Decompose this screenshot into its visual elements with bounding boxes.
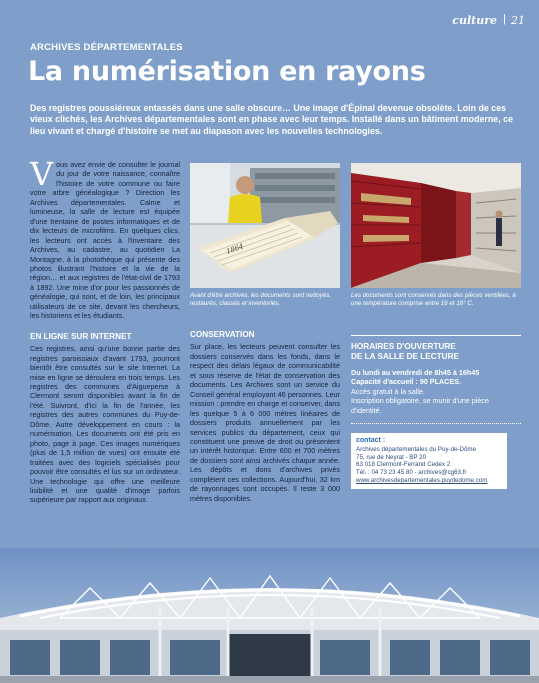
hours-registration: Inscription obligatoire, se munir d'une pièce d'identité. bbox=[351, 396, 490, 415]
online-paragraph: Ces registres, ainsi qu'une bonne partie des registres paroissiaux d'avant 1793, pourront bientôt être consultés sur le site Internet. La mise en ligne se déroulera en trois temps. Les registres des communes d'Aigueperse à Clermont seront disponibles avant la fin de l'été. Suivront, d'ici la fin de l'année, les registres des autres communes du Puy-de-Dôme. Autre développement en cours : la numérisation. Les documents ont été pris en photo, page à page. Ces images numériques (plus de 1,5 million de vues) ont ensuite été traitées avec des logiciels spécialisés pour pouvoir être consultés et lus sur un ordinateur. Une technologie qui offre une meilleure lisibilité et une qualité d'image parfois supérieure par rapport aux originaux. bbox=[30, 344, 180, 505]
text-column-1 bbox=[30, 155, 180, 505]
page-header bbox=[0, 0, 539, 30]
conservation-paragraph: Sur place, les lecteurs peuvent consulter les dossiers conservés dans les fonds, dans le respect des délais légaux de communicabilité et sous réserve de l'état de conservation des documents. Les Archives sont un service du Conseil général employant 46 personnes. Leur mission : prendre en charge et conserver, dans les quelque 5 à 6 000 mètres linéaires de dossiers produits annuellement par les services publics du département, ceux qui constituent une preuve de droit ou présentent un intérêt historique. Entre 600 et 700 mètres de dossiers sont ainsi archivés chaque année. Les dépôts et dons d'archives privés complètent ces collections. Aujourd'hui, 32 km de rayonnages sont occupés. Il reste 3 000 mètres disponibles. bbox=[190, 342, 340, 503]
building-photo bbox=[0, 548, 539, 683]
article-kicker: ARCHIVES DÉPARTEMENTALES bbox=[30, 42, 183, 53]
hours-schedule: Du lundi au vendredi de 8h45 à 16h45 bbox=[351, 368, 480, 377]
building-illustration bbox=[0, 548, 539, 683]
opening-hours-box bbox=[351, 335, 521, 424]
contact-address-line1: 75, rue de Neyrat - BP 20 bbox=[356, 453, 427, 461]
contact-title: contact : bbox=[356, 437, 386, 444]
contact-address-line2: 63 018 Clermont-Ferrand Cedex 2 bbox=[356, 461, 451, 469]
section-heading-conservation: CONSERVATION bbox=[190, 330, 255, 339]
drop-cap: V bbox=[30, 155, 54, 193]
hours-title bbox=[351, 342, 521, 362]
hours-title-line1: HORAIRES D'OUVERTURE bbox=[351, 342, 456, 351]
header-separator: | bbox=[503, 13, 506, 25]
photo-caption-left: Avant d'être archivés, les documents sont nettoyés, restaurés, classés et inventoriés. bbox=[190, 292, 332, 307]
section-label: culture bbox=[452, 14, 497, 27]
box-label: 1864 bbox=[225, 242, 245, 256]
hours-dotted-divider bbox=[351, 423, 521, 424]
photo-shelving bbox=[351, 163, 521, 288]
photo-restoration bbox=[190, 163, 340, 288]
contact-box bbox=[351, 433, 507, 489]
intro-paragraph bbox=[30, 155, 180, 321]
hours-title-line2: DE LA SALLE DE LECTURE bbox=[351, 352, 459, 361]
shelving-illustration bbox=[351, 163, 521, 288]
section-heading-online: EN LIGNE SUR INTERNET bbox=[30, 331, 132, 341]
intro-text: ous avez envie de consulter le journal du jour de votre naissance, connaître l'histoire de votre commune ou faire votre arbre généalogique ? Direction les Archives départementales. Calme et lumineuse, la salle de lecture est équipée d'une trentaine de postes informatiques et de dix lecteurs de microfilms. En quelques clics, les lecteurs ont accès à l'inventaire des Archives, au cadastre, au quotidien La Montagne, à la photothèque qui présente des photos illustrant l'histoire et la vie de la région… et aux registres de l'état-civil de 1793 à 1892. Une mine d'or pour les passionnés de généalogie, qui sont, et de loin, les principaux utilisateurs de ce site, devant les chercheurs, les historiens et les étudiants. bbox=[30, 160, 180, 321]
page-number: 21 bbox=[511, 14, 525, 27]
text-column-2 bbox=[190, 330, 340, 503]
photo-caption-right: Les documents sont conservés dans des pièces ventilées, à une température comprise entre 16 et 18° C. bbox=[351, 292, 516, 307]
hours-capacity: Capacité d'accueil : 90 PLACES. bbox=[351, 377, 461, 387]
contact-phone-email[interactable]: Tél. : 04 73 23 45 80 - archives@cg63.fr bbox=[356, 469, 467, 477]
hours-free-access: Accès gratuit à la salle. bbox=[351, 386, 425, 396]
hours-divider bbox=[351, 335, 521, 336]
restoration-illustration bbox=[190, 163, 340, 288]
article-title: La numérisation en rayons bbox=[28, 56, 426, 87]
contact-name: Archives départementales du Puy-de-Dôme bbox=[356, 445, 477, 453]
contact-website-link[interactable]: www.archivesdepartementales.puydedome.com bbox=[356, 476, 488, 484]
article-lead: Des registres poussiéreux entassés dans une salle obscure… Une image d'Épinal devenue obsolète. Loin de ces vieux clichés, les Archives départementales sont en phase avec leur temps. Installé dans un bâtiment moderne, ce lieu vivant et chargé d'histoire se met au diapason avec les nouvelles technologies. bbox=[30, 103, 514, 136]
